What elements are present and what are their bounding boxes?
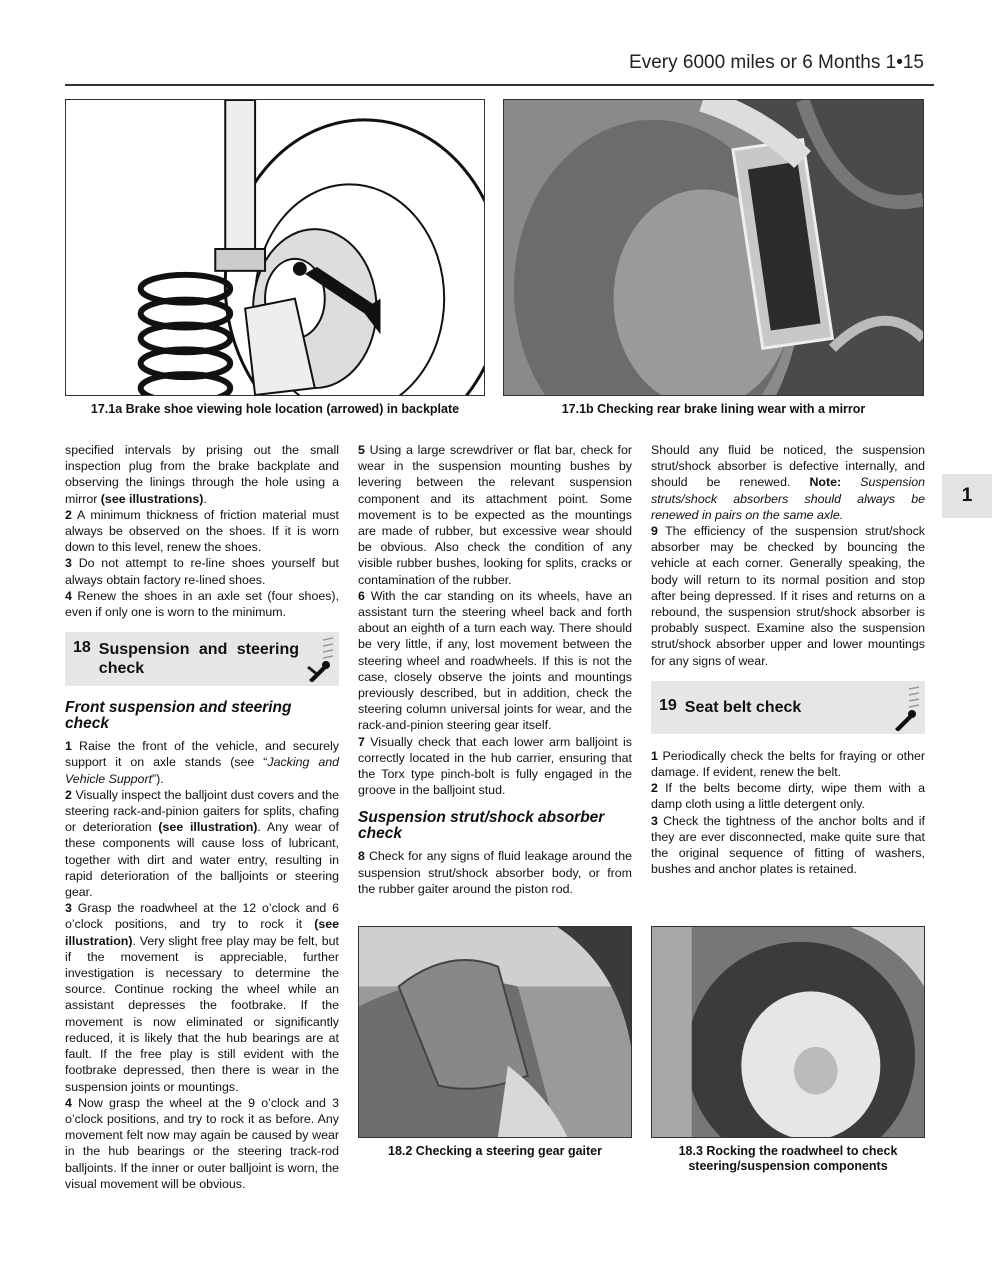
paragraph: Should any fluid be noticed, the suspension strut/shock absorber is defective internally, and should be renewed. Note: Suspension struts/shock absorbers should always be renewed in pairs on the same axle. — [651, 443, 925, 522]
paragraph: specified intervals by prising out the small inspection plug from the brake backplate and observing the linings through the hole using a mirror (see illustrations). — [65, 443, 339, 506]
paragraph: 5 Using a large screwdriver or flat bar, check for wear in the suspension mounting bushes by levering between the relevant suspension component and its attachment point. Some movement is to be expected as the mountings are made of rubber, but excessive wear should be obvious. Also check the condition of any visible rubber bushes, looking for splits, cracks or contamination of the rubber. — [358, 443, 632, 587]
paragraph: 3 Do not attempt to re-line shoes yourself but always obtain factory re-lined shoes. — [65, 556, 339, 587]
chapter-tab: 1 — [942, 474, 992, 518]
paragraph: 2 Visually inspect the balljoint dust covers and the steering rack-and-pinion gaiters for splits, chafing or deterioration (see illustration). Any wear of these components will cause loss of lubricant, together with dirt and water entry, resulting in rapid deterioration of the balljoints or steering gear. — [65, 787, 339, 900]
section-title: Suspension and steering check — [98, 641, 299, 678]
figure-18-2-caption: 18.2 Checking a steering gear gaiter — [388, 1144, 602, 1158]
mirror-photo-icon — [504, 100, 923, 395]
paragraph: 9 The efficiency of the suspension strut/shock absorber may be checked by bouncing the vehicle at each corner. Generally speaking, the body will return to its normal position and stop after being depressed. If it rises and returns on a rebound, the suspension strut/shock absorber is probably suspect. Examine also the suspension strut/shock absorber upper and lower mountings for any signs of wear. — [651, 524, 925, 668]
header-rule — [65, 84, 934, 86]
running-header: Every 6000 miles or 6 Months 1•15 — [629, 52, 924, 73]
text-column-2 — [358, 442, 632, 897]
paragraph: 1 Periodically check the belts for fraying or other damage. If evident, renew the belt. — [651, 748, 925, 780]
figure-18-2-image — [358, 926, 632, 1138]
section-number: 19 — [659, 696, 677, 714]
paragraph: 2 A minimum thickness of friction material must always be observed on the shoes. If it is worn down to this level, renew the shoes. — [65, 507, 339, 555]
paragraph: 7 Visually check that each lower arm balljoint is correctly located in the hub carrier, ensuring that the Torx type pinch-bolt is fully engaged in the groove in the balljoint stud. — [358, 734, 632, 798]
text-column-1 — [65, 442, 339, 1192]
figure-17-1b-caption: 17.1b Checking rear brake lining wear with a mirror — [561, 402, 866, 416]
wheel-photo-icon — [652, 927, 924, 1137]
section-19-heading — [651, 681, 925, 734]
paragraph: 4 Renew the shoes in an axle set (four shoes), even if only one is worn to the minimum. — [65, 588, 339, 620]
figure-17-1a-image — [65, 99, 485, 396]
paragraph: 1 Raise the front of the vehicle, and securely support it on axle stands (see “Jacking and Vehicle Support”). — [65, 739, 339, 786]
subheading-front-suspension: Front suspension and steering check — [65, 699, 292, 733]
figure-18-3-image — [651, 926, 925, 1138]
figure-17-1a-caption: 17.1a Brake shoe viewing hole location (arrowed) in backplate — [90, 402, 460, 416]
paragraph: 2 If the belts become dirty, wipe them with a damp cloth using a little detergent only. — [651, 781, 925, 812]
section-title: Seat belt check — [684, 698, 802, 716]
figure-18-3-caption: 18.3 Rocking the roadwheel to check steering/suspension components — [678, 1144, 898, 1173]
difficulty-spanner-icon — [305, 636, 335, 682]
gaiter-photo-icon — [359, 927, 631, 1137]
figure-17-1b-image — [503, 99, 924, 396]
section-number: 18 — [73, 639, 91, 657]
subheading-strut-check: Suspension strut/shock absorber check — [358, 809, 605, 843]
section-18-heading — [65, 632, 339, 686]
difficulty-spanner-icon — [891, 685, 921, 731]
text-column-3 — [651, 442, 925, 877]
paragraph: 6 With the car standing on its wheels, have an assistant turn the steering wheel back and forth about an eighth of a turn each way. There should be very little, if any, lost movement between the steering wheel and roadwheels. If this is not the case, closely observe the joints and mountings previously described, but in addition, check the steering column universal joints for wear, and the rack-and-pinion steering gear itself. — [358, 588, 632, 733]
paragraph: 8 Check for any signs of fluid leakage around the suspension strut/shock absorber body, or from the rubber gaiter around the piston rod. — [358, 849, 632, 896]
paragraph: 4 Now grasp the wheel at the 9 o’clock and 3 o’clock positions, and try to rock it as before. Any movement felt now may again be caused by wear in the hub bearings or the steering track-rod balljoints. If the inner or outer balljoint is worn, the visual movement will be obvious. — [65, 1095, 339, 1191]
brake-drawing-icon — [66, 100, 484, 395]
paragraph: 3 Check the tightness of the anchor bolts and if they are ever disconnected, make quite sure that the original sequence of fitting of washers, bushes and anchor plates is retained. — [651, 813, 925, 877]
paragraph: 3 Grasp the roadwheel at the 12 o’clock and 6 o’clock positions, and try to rock it (see illustration). Very slight free play may be felt, but if the movement is appreciable, further investigation is necessary to determine the source. Continue rocking the wheel while an assistant depresses the footbrake. If the movement is now eliminated or significantly reduced, it is likely that the hub bearings are at fault. If the free play is still evident with the footbrake depressed, then there is wear in the suspension joints or mountings. — [65, 901, 339, 1094]
